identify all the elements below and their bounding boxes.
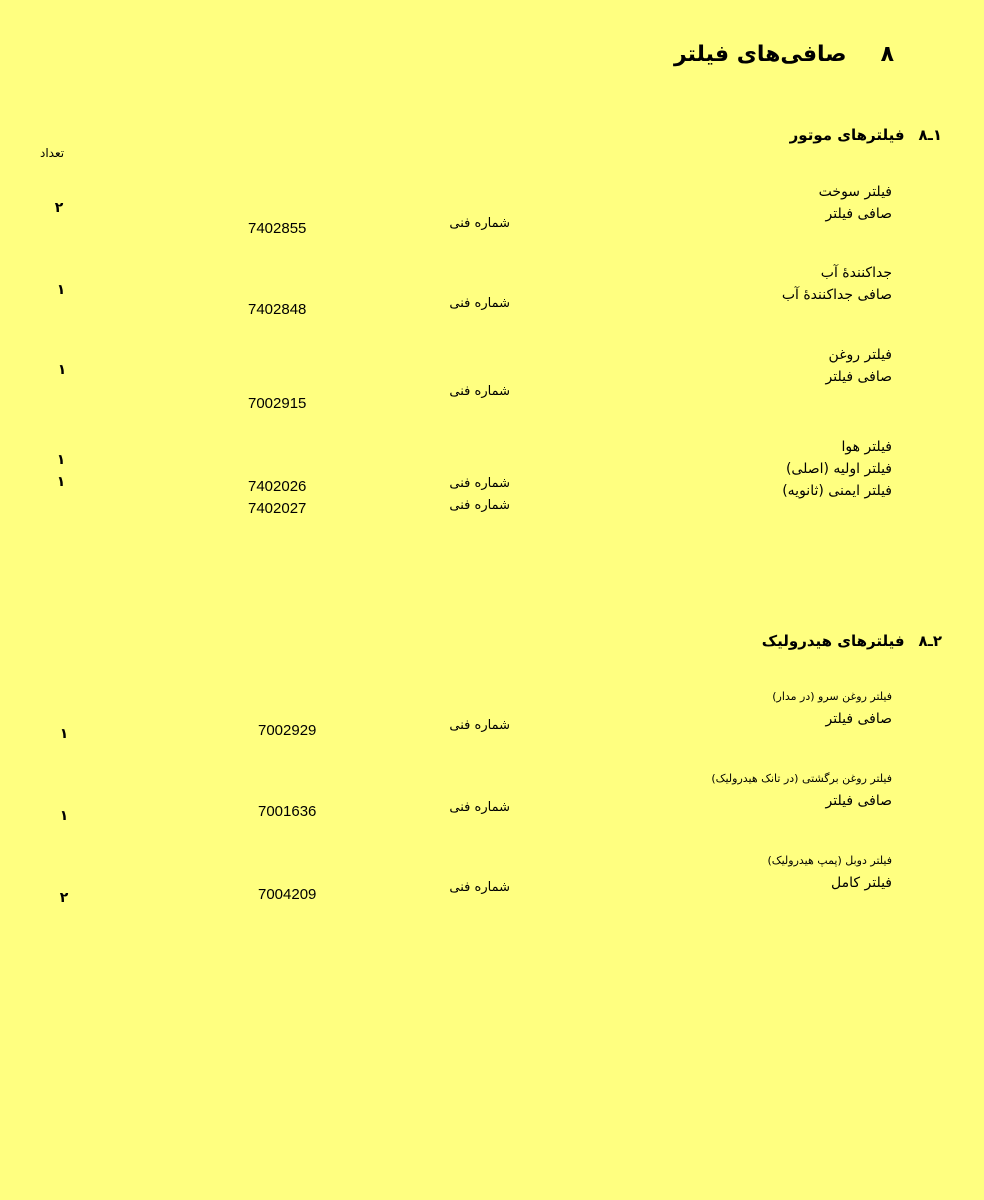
item-name: فیلتر ایمنی (ثانویه) bbox=[782, 483, 892, 499]
item-name: فیلتر هوا bbox=[841, 439, 892, 455]
part-number: 7402026 bbox=[248, 478, 307, 495]
quantity: ۱ bbox=[56, 452, 66, 468]
part-number: 7002915 bbox=[248, 395, 307, 412]
part-number-label: شماره فنی bbox=[449, 880, 510, 895]
item-name: فیلتر اولیه (اصلی) bbox=[785, 461, 892, 477]
item-name: فیلتر روغن سرو (در مدار) bbox=[772, 690, 892, 703]
part-number: 7402848 bbox=[248, 301, 307, 318]
fuel-filter-group bbox=[819, 181, 892, 225]
part-number-label: شماره فنی bbox=[449, 498, 510, 513]
quantity: ۲ bbox=[59, 890, 69, 906]
item-name: صافی فیلتر bbox=[825, 793, 892, 809]
item-name: فیلتر دوبل (پمپ هیدرولیک) bbox=[767, 854, 892, 867]
item-name: صافی فیلتر bbox=[825, 711, 892, 727]
part-number: 7402027 bbox=[248, 500, 307, 517]
quantity: ۲ bbox=[54, 200, 64, 216]
page-title-text: صافی‌های فیلتر bbox=[674, 42, 847, 67]
quantity: ۱ bbox=[57, 362, 67, 378]
part-number-label: شماره فنی bbox=[449, 718, 510, 733]
double-filter-group bbox=[767, 850, 892, 894]
water-separator-group bbox=[782, 262, 892, 306]
item-name: صافی فیلتر bbox=[825, 206, 892, 222]
quantity-column-header: تعداد bbox=[40, 146, 65, 160]
item-name: جداکنندهٔ آب bbox=[820, 265, 892, 281]
oil-filter-group bbox=[826, 344, 892, 388]
quantity: ۱ bbox=[56, 282, 66, 298]
section-title: فیلترهای موتور bbox=[789, 126, 905, 144]
part-number: 7001636 bbox=[258, 803, 317, 820]
part-number: 7402855 bbox=[248, 220, 307, 237]
part-number-label: شماره فنی bbox=[449, 800, 510, 815]
item-name: صافی فیلتر bbox=[825, 369, 892, 385]
page-title bbox=[674, 42, 894, 67]
air-filter-group bbox=[782, 436, 892, 502]
section-number: ۱ـ۸ bbox=[918, 126, 942, 144]
item-name: فیلتر کامل bbox=[831, 875, 892, 891]
part-number-label: شماره فنی bbox=[449, 296, 510, 311]
part-number: 7002929 bbox=[258, 722, 317, 739]
item-name: فیلتر روغن bbox=[828, 347, 892, 363]
item-name: فیلتر روغن برگشتی (در تانک هیدرولیک) bbox=[711, 772, 892, 785]
section-title: فیلترهای هیدرولیک bbox=[761, 632, 905, 650]
part-number: 7004209 bbox=[258, 886, 317, 903]
part-number-label: شماره فنی bbox=[449, 384, 510, 399]
part-number-label: شماره فنی bbox=[449, 476, 510, 491]
item-name: فیلتر سوخت bbox=[818, 184, 892, 200]
section-heading-engine-filters bbox=[790, 126, 942, 144]
part-number-label: شماره فنی bbox=[449, 216, 510, 231]
return-oil-filter-group bbox=[711, 768, 892, 812]
quantity: ۱ bbox=[59, 808, 69, 824]
section-heading-hydraulic-filters bbox=[762, 632, 942, 650]
item-name: صافی جداکنندهٔ آب bbox=[781, 287, 892, 303]
quantity: ۱ bbox=[59, 726, 69, 742]
quantity: ۱ bbox=[56, 474, 66, 490]
section-number: ۲ـ۸ bbox=[918, 632, 942, 650]
servo-oil-filter-group bbox=[772, 686, 892, 730]
page-title-number: ۸ bbox=[880, 42, 894, 67]
